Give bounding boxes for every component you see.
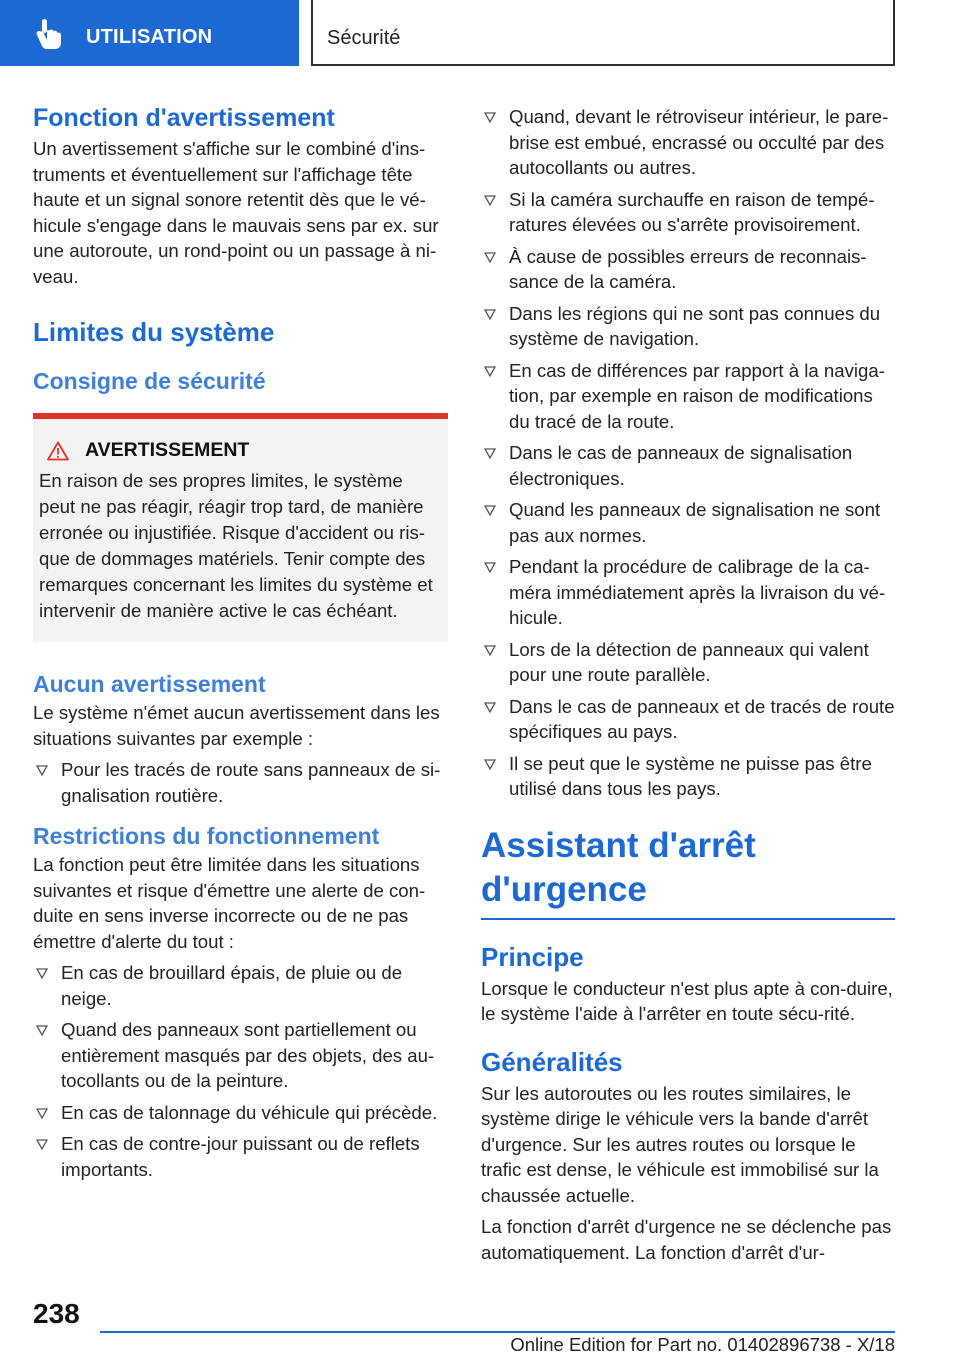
bullet-triangle-icon: [484, 448, 496, 459]
list-item: [481, 637, 895, 688]
warning-box: [33, 413, 448, 642]
list-item: [481, 694, 895, 745]
principle-text: Lorsque le conducteur n'est plus apte à con-duire, le système l'aide à l'arrêter en toute sécu-rité.: [481, 977, 893, 1024]
warning-text: En raison de ses propres limites, le système peut ne pas réagir, réagir trop tard, de manière erronée ou injustifiée. Risque d'accident ou ris-que de dommages matériels. Tenir compte des remarques concernant les limites du système et intervenir de manière active le cas échéant.: [39, 470, 433, 621]
bullet-triangle-icon: [36, 1139, 48, 1150]
warning-triangle-icon: [47, 441, 69, 461]
list-item-text: Si la caméra surchauffe en raison de tempé-ratures élevées ou s'arrête provisoirement.: [509, 188, 875, 235]
list-item: [481, 497, 895, 548]
list-item-text: Quand des panneaux sont partiellement ou entièrement masqués par des objets, des au-tocollants ou de la peinture.: [61, 1019, 435, 1091]
section-label: UTILISATION: [86, 26, 213, 48]
list-item-text: En cas de contre-jour puissant ou de reflets importants.: [61, 1133, 420, 1180]
list-item-text: En cas de talonnage du véhicule qui précède.: [61, 1101, 438, 1123]
list-item-text: En cas de brouillard épais, de pluie ou de neige.: [61, 962, 403, 1009]
list-item: [33, 1017, 448, 1094]
list-item-text: Dans le cas de panneaux de signalisation électroniques.: [509, 442, 853, 489]
list-item: [481, 440, 895, 491]
restrictions-text: La fonction peut être limitée dans les situations suivantes et risque d'émettre une alerte de con-duite en sens inverse incorrecte ou de ne pas émettre d'alerte du tout :: [33, 854, 426, 952]
list-item: [481, 301, 895, 352]
list-item: [481, 244, 895, 295]
section-tab: [0, 0, 299, 66]
hand-pointer-icon: [33, 18, 63, 50]
list-item: [481, 554, 895, 631]
bullet-triangle-icon: [484, 366, 496, 377]
list-item-text: Pour les tracés de route sans panneaux de si-gnalisation routière.: [61, 759, 441, 806]
restrictions-list: [33, 960, 448, 1182]
list-item: [481, 358, 895, 435]
list-item-text: Pendant la procédure de calibrage de la ca-méra immédiatement après la livraison du vé-hicule.: [509, 556, 886, 628]
list-item-text: Dans le cas de panneaux et de tracés de route spécifiques au pays.: [509, 695, 895, 742]
list-item: [33, 960, 448, 1011]
heading-principle: Principe: [481, 941, 584, 972]
chapter-box: [311, 0, 895, 66]
list-item: [33, 1100, 448, 1126]
list-item: [33, 757, 448, 808]
heading-general: Généralités: [481, 1046, 623, 1077]
list-item: [33, 1131, 448, 1182]
list-item: [481, 187, 895, 238]
list-item: [481, 751, 895, 802]
bullet-triangle-icon: [484, 505, 496, 516]
bullet-triangle-icon: [484, 112, 496, 123]
heading-no-warning: Aucun avertissement: [33, 671, 266, 697]
edition-text: Online Edition for Part no. 01402896738 - X/18: [510, 1334, 895, 1355]
list-item-text: Quand les panneaux de signalisation ne sont pas aux normes.: [509, 499, 881, 546]
warning-header: [39, 439, 440, 462]
list-item-text: À cause de possibles erreurs de reconnais-sance de la caméra.: [509, 245, 867, 292]
list-item-text: En cas de différences par rapport à la naviga-tion, par exemple en raison de modifications du tracé de la route.: [509, 359, 885, 432]
list-item-text: Lors de la détection de panneaux qui valent pour une route parallèle.: [509, 638, 869, 685]
general-text-2: La fonction d'arrêt d'urgence ne se déclenche pas automatiquement. La fonction d'arrêt d'ur-: [481, 1216, 892, 1263]
heading-restrictions: Restrictions du fonctionnement: [33, 823, 380, 849]
heading-emergency-stop-assistant: Assistant d'arrêt d'urgence: [481, 824, 895, 920]
heading-system-limits: Limites du système: [33, 317, 275, 347]
bullet-triangle-icon: [36, 765, 48, 776]
bullet-triangle-icon: [484, 759, 496, 770]
no-warning-list: [33, 757, 448, 808]
bullet-triangle-icon: [36, 1025, 48, 1036]
heading-safety-notice: Consigne de sécurité: [33, 368, 266, 394]
list-item-text: Il se peut que le système ne puisse pas être utilisé dans tous les pays.: [509, 752, 872, 799]
bullet-triangle-icon: [484, 252, 496, 263]
list-item-text: Dans les régions qui ne sont pas connues du système de navigation.: [509, 302, 881, 349]
bullet-triangle-icon: [484, 309, 496, 320]
no-warning-text: Le système n'émet aucun avertissement dans les situations suivantes par exemple :: [33, 702, 440, 749]
left-column: [33, 100, 448, 1188]
bullet-triangle-icon: [36, 1108, 48, 1119]
right-column: [481, 104, 895, 1265]
list-item: [481, 104, 895, 181]
limits-list: [481, 104, 895, 802]
general-text-1: Sur les autoroutes ou les routes similaires, le système dirige le véhicule vers la bande d'arrêt d'urgence. Sur les autres routes ou lorsque le trafic est dense, le véhicule est immobilisé sur la chaussée actuelle.: [481, 1082, 879, 1206]
bullet-triangle-icon: [484, 702, 496, 713]
heading-warning-function: Fonction d'avertissement: [33, 104, 335, 132]
bullet-triangle-icon: [484, 562, 496, 573]
warning-title: AVERTISSEMENT: [85, 439, 250, 461]
warning-function-text: Un avertissement s'affiche sur le combiné d'ins-truments et éventuellement sur l'affichage tête haute et un signal sonore retentit dès que le vé-hicule s'engage dans le mauvais sens par ex. sur une autoroute, un rond-point ou un passage à ni-veau.: [33, 138, 439, 287]
bullet-triangle-icon: [36, 968, 48, 979]
bullet-triangle-icon: [484, 195, 496, 206]
footer-divider: [100, 1331, 895, 1333]
chapter-label: Sécurité: [327, 27, 401, 49]
bullet-triangle-icon: [484, 645, 496, 656]
page-number: 238: [33, 1298, 80, 1329]
list-item-text: Quand, devant le rétroviseur intérieur, le pare-brise est embué, encrassé ou occulté par des autocollants ou autres.: [509, 106, 889, 178]
